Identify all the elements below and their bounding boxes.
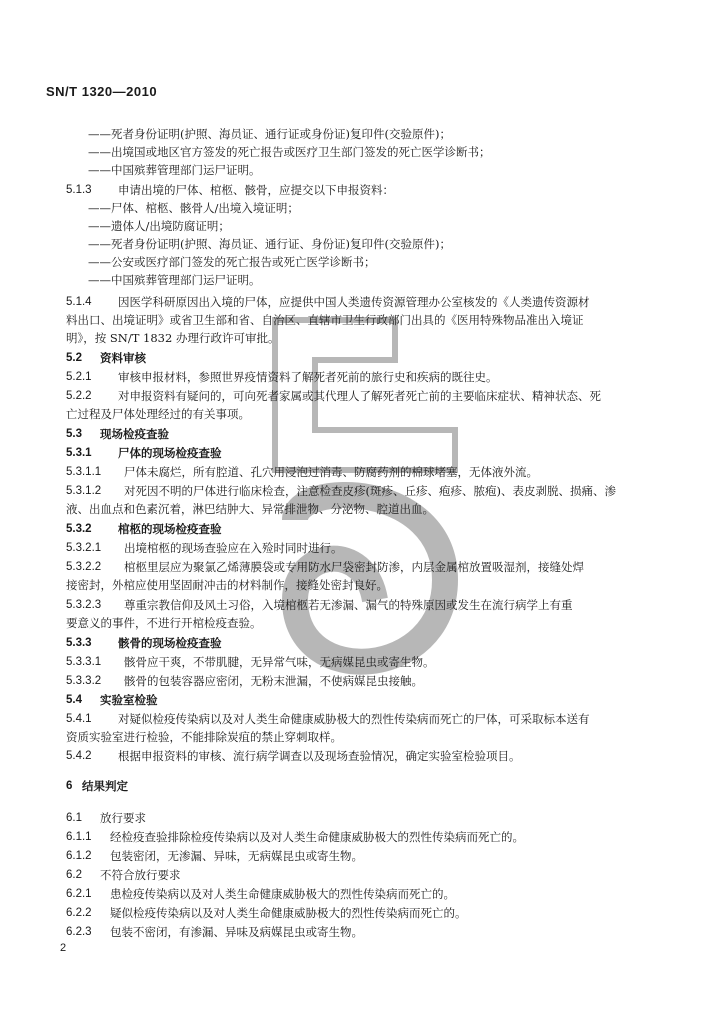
clause-text: 根据申报资料的审核、流行病学调查以及现场查验情况，确定实验室检验项目。 [118,749,521,763]
clause-text: 申请出境的尸体、棺柩、骸骨，应提交以下申报资料： [118,183,394,197]
section-heading: 棺柩的现场检疫查验 [118,522,222,536]
clause-text: 包装不密闭，有渗漏、异味及病媒昆虫或寄生物。 [110,925,363,939]
clause-text: 出境棺柩的现场查验应在入殓时同时进行。 [124,541,343,555]
clause-number: 5.1.4 [66,296,92,308]
section-heading: 实验室检验 [100,693,158,707]
clause-number: 5.3.2.1 [66,542,102,554]
section-heading: 尸体的现场检疫查验 [118,446,222,460]
clause-number: 5.4.2 [66,750,92,762]
clause-number: 5.3.2.3 [66,599,102,611]
clause-text: 骸骨应干爽，不带肌腱，无异常气味，无病媒昆虫或寄生物。 [124,655,435,669]
clause-text: 不符合放行要求 [100,868,181,882]
clause-text: ——死者身份证明(护照、海员证、通行证、身份证)复印件(交验原件)； [88,237,451,251]
clause-text: 骸骨的包装容器应密闭，无粉末泄漏，不使病媒昆虫接触。 [124,674,423,688]
clause-text: 对疑似检疫传染病以及对人类生命健康威胁极大的烈性传染病而死亡的尸体，可采取标本送有 [118,712,590,726]
page-number: 2 [60,942,67,954]
section-heading: 结果判定 [82,779,128,793]
clause-text: 包装密闭，无渗漏、异味，无病媒昆虫或寄生物。 [110,849,363,863]
clause-number: 5.3.3.2 [66,675,102,687]
clause-text: 患检疫传染病以及对人类生命健康威胁极大的烈性传染病而死亡的。 [110,887,455,901]
clause-number: 6.1 [66,812,82,824]
clause-number: 6.1.1 [66,831,92,843]
clause-number: 5.3.1.1 [66,466,102,478]
clause-number: 5.3.3 [66,637,92,649]
clause-text: 要意义的事件，不进行开棺检疫查验。 [66,616,262,630]
clause-text: ——遗体人/出境防腐证明； [88,219,230,233]
clause-text: 疑似检疫传染病以及对人类生命健康威胁极大的烈性传染病而死亡的。 [110,906,467,920]
clause-number: 6.2 [66,869,82,881]
clause-number: 6.2.1 [66,888,92,900]
clause-text: ——中国殡葬管理部门运尸证明。 [88,163,261,177]
clause-number: 5.4.1 [66,713,92,725]
clause-text: 尸体未腐烂，所有腔道、孔穴用浸泡过消毒、防腐药剂的棉球堵塞，无体液外流。 [124,465,538,479]
clause-number: 5.2.1 [66,371,92,383]
clause-text: 审核申报材料，参照世界疫情资料了解死者死前的旅行史和疾病的既往史。 [118,370,498,384]
clause-text: 棺柩里层应为聚氯乙烯薄膜袋或专用防水尸袋密封防渗，内层金属棺放置吸湿剂，接缝处焊 [124,560,584,574]
clause-text: ——公安或医疗部门签发的死亡报告或死亡医学诊断书； [88,255,376,269]
clause-text: 明》，按 SN/T 1832 办理行政许可审批。 [66,331,280,345]
clause-text: 接密封，外棺应使用坚固耐冲击的材料制作，接缝处密封良好。 [66,578,388,592]
clause-text: 液、出血点和色素沉着，淋巴结肿大、异常排泄物、分泌物、腔道出血。 [66,502,434,516]
section-heading: 资料审核 [100,351,146,365]
clause-text: 经检疫查验排除检疫传染病以及对人类生命健康威胁极大的烈性传染病而死亡的。 [110,830,524,844]
clause-number: 5.2.2 [66,390,92,402]
clause-number: 5.3.3.1 [66,656,102,668]
clause-text: ——中国殡葬管理部门运尸证明。 [88,273,261,287]
clause-number: 6.2.3 [66,926,92,938]
clause-text: ——尸体、棺柩、骸骨人/出境入境证明； [88,201,299,215]
clause-number: 6 [66,780,73,792]
clause-text: 因医学科研原因出入境的尸体，应提供中国人类遗传资源管理办公室核发的《人类遗传资源材 [118,295,590,309]
clause-text: 料出口、出境证明》或省卫生部和省、自治区、直辖市卫生行政部门出具的《医用特殊物品准出入境证 [66,313,584,327]
clause-text: ——死者身份证明(护照、海员证、通行证或身份证)复印件(交验原件)； [88,127,451,141]
clause-text: 亡过程及尸体处理经过的有关事项。 [66,407,250,421]
clause-text: 对死因不明的尸体进行临床检查，注意检查皮疹(斑疹、丘疹、疱疹、脓疱)、表皮剥脱、损痛、渗 [124,484,616,498]
clause-number: 5.2 [66,352,82,364]
clause-number: 5.3.1 [66,447,92,459]
section-heading: 骸骨的现场检疫查验 [118,636,222,650]
section-heading: 现场检疫查验 [100,427,169,441]
clause-number: 5.4 [66,694,82,706]
standard-code-header: SN/T 1320—2010 [46,84,158,99]
clause-number: 6.1.2 [66,850,92,862]
clause-text: 放行要求 [100,811,146,825]
clause-number: 5.1.3 [66,184,92,196]
clause-number: 5.3.2 [66,523,92,535]
clause-text: 对申报资料有疑问的，可向死者家属或其代理人了解死者死亡前的主要临床症状、精神状态、死 [118,389,601,403]
clause-number: 5.3.2.2 [66,561,102,573]
clause-number: 5.3 [66,428,82,440]
clause-number: 5.3.1.2 [66,485,102,497]
clause-text: ——出境国或地区官方签发的死亡报告或医疗卫生部门签发的死亡医学诊断书； [88,145,491,159]
clause-number: 6.2.2 [66,907,92,919]
clause-text: 尊重宗教信仰及风土习俗，入境棺柩若无渗漏、漏气的特殊原因或发生在流行病学上有重 [124,598,573,612]
clause-text: 资质实验室进行检验，不能排除炭疽的禁止穿刺取样。 [66,730,342,744]
